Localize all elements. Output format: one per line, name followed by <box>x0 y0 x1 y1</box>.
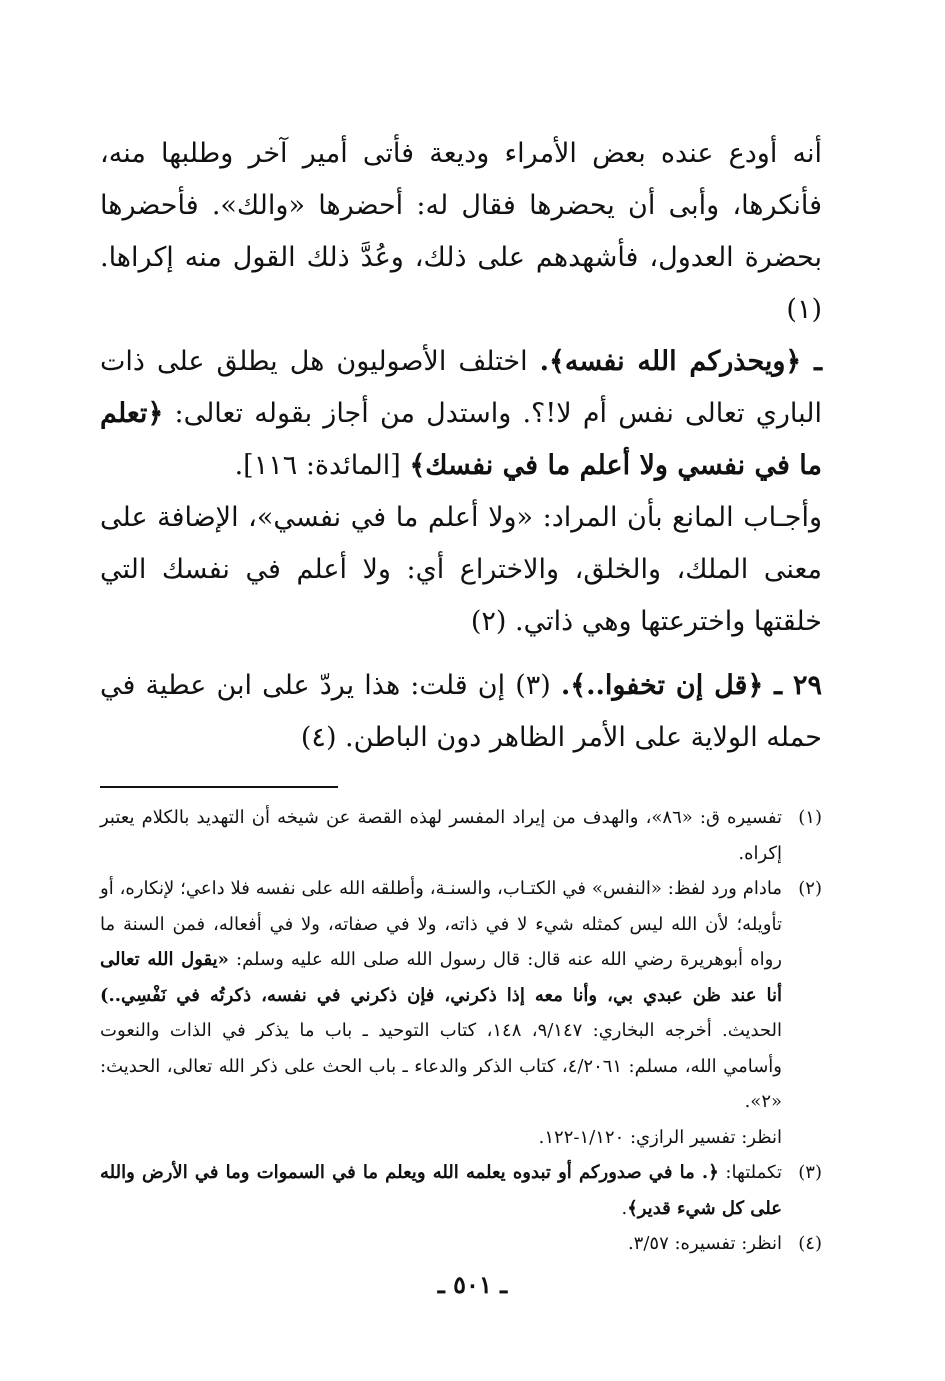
verse-quote: ﴿تعلم ما في نفسي ولا أعلم ما في نفسك﴾ <box>100 398 822 481</box>
main-text <box>100 128 822 764</box>
paragraph-4 <box>100 660 822 764</box>
page-number: ـ ٥٠١ ـ <box>437 1270 508 1299</box>
hadith-quote: «يقول الله تعالى أنا عند ظن عبدي بي، وأنا معه إذا ذكرني، فإن ذكرني في نفسه، ذكرتُه في نَفْسِي..) <box>100 949 782 1006</box>
verse-heading-29: ٢٩ ـ ﴿قل إن تخفوا..﴾. <box>560 670 822 701</box>
footnote-3 <box>100 1155 822 1226</box>
footnote-text: تفسيره ق: «٨٦»، والهدف من إيراد المفسر لهذه القصة عن شيخه أن التهديد بالكلام يعتبر إكراه. <box>100 807 782 864</box>
footnote-text-part: مادام ورد لفظ: «النفس» في الكتـاب، والسنـة، وأطلقه الله على نفسه فلا داعي؛ لإنكاره، أو تأويله؛ لأن الله ليس كمثله شيء لا في ذاته، ولا في صفاته، ولا في أفعاله، فمن السنة ما رواه أبوهريرة رضي الله عنه قال: قال رسول الله صلى الله عليه وسلم: <box>100 878 782 970</box>
footnote-text-part: . <box>621 1197 628 1219</box>
footnote-number: (١) <box>798 807 822 828</box>
footnote-2 <box>100 871 822 1155</box>
paragraph-4-text: (٣) إن قلت: هذا يردّ على ابن عطية في حمله الولاية على الأمر الظاهر دون الباطن. (٤) <box>100 670 822 753</box>
footnote-text <box>100 871 782 1155</box>
footnotes <box>100 800 822 1262</box>
footnote-text <box>100 1155 782 1226</box>
footnote-text: انظر: تفسيره: ٣/٥٧. <box>627 1233 782 1254</box>
paragraph-2-text: اختلف الأصوليون هل يطلق على ذات الباري تعالى نفس أم لا!؟. واستدل من أجاز بقوله تعالى: <box>100 346 822 429</box>
verse-reference: [المائدة: ١١٦]. <box>234 450 410 481</box>
footnote-number: (٣) <box>798 1162 822 1183</box>
footnote-text-part: تكملتها: <box>718 1162 782 1183</box>
footnote-separator <box>100 786 338 788</box>
footnote-text-part: انظر: تفسير الرازي: ١/١٢٠-١٢٢. <box>538 1126 782 1148</box>
paragraph-2 <box>100 336 822 492</box>
footnote-number: (٤) <box>798 1233 822 1254</box>
footnote-number: (٢) <box>798 878 822 899</box>
page-body <box>100 128 822 1262</box>
verse-quote: ﴿. ما في صدوركم أو تبدوه يعلمه الله ويعلم ما في السموات وما في الأرض والله على كل شيء قدير﴾ <box>100 1162 782 1219</box>
paragraph-3: وأجـاب المانع بأن المراد: «ولا أعلم ما في نفسي»، الإضافة على معنى الملك، والخلق، والاختراع أي: ولا أعلم في نفسك التي خلقتها واخترعتها وهي ذاتي. (٢) <box>100 502 822 637</box>
footnote-1 <box>100 800 822 871</box>
footnote-4 <box>100 1226 822 1262</box>
paragraph-1: أنه أودع عنده بعض الأمراء وديعة فأتى أمير آخر وطلبها منه، فأنكرها، وأبى أن يحضرها فقال له: أحضرها «والك». فأحضرها بحضرة العدول، فأشهدهم على ذلك، وعُدَّ ذلك القول منه إكراها. (١) <box>100 138 822 325</box>
footnote-text-part: الحديث. أخرجه البخاري: ٩/١٤٧، ١٤٨، كتاب التوحيد ـ باب ما يذكر في الذات والنعوت وأسامي الله، مسلم: ٤/٢٠٦١، كتاب الذكر والدعاء ـ باب الحث على ذكر الله تعالى، الحديث: «٢». <box>100 1020 783 1112</box>
verse-heading: ـ ﴿ويحذركم الله نفسه﴾. <box>539 346 823 377</box>
